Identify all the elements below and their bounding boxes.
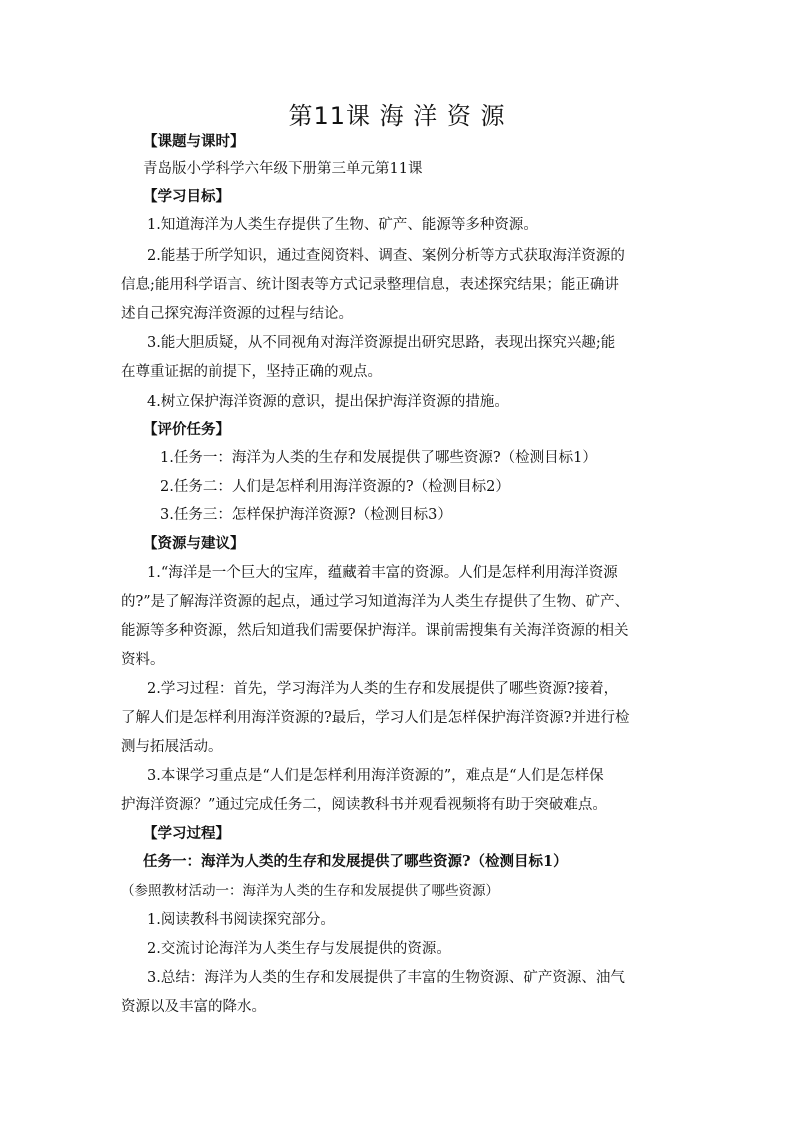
resource-1-line-1: 1.“海洋是一个巨大的宝库，蕴藏着丰富的资源。人们是怎样利用海洋资源 xyxy=(147,565,618,581)
resource-1-line-2: 的?”是了解海洋资源的起点，通过学习知道海洋为人类生存提供了生物、矿产、 xyxy=(121,594,630,610)
resource-3-line-2: 护海洋资源？”通过完成任务二，阅读教科书并观看视频将有助于突破难点。 xyxy=(121,797,607,813)
goal-3-line-1: 3.能大胆质疑，从不同视角对海洋资源提出研究思路，表现出探究兴趣;能 xyxy=(147,335,616,351)
resource-3-line-1: 3.本课学习重点是“人们是怎样利用海洋资源的”，难点是“人们是怎样保 xyxy=(147,768,604,784)
resource-2-line-2: 了解人们是怎样利用海洋资源的?最后，学习人们是怎样保护海洋资源?并进行检 xyxy=(121,710,630,726)
goal-3-line-2: 在尊重证据的前提下，坚持正确的观点。 xyxy=(121,364,382,380)
section-heading-process: 【学习过程】 xyxy=(143,825,230,842)
goal-2-line-1: 2.能基于所学知识，通过查阅资料、调查、案例分析等方式获取海洋资源的 xyxy=(147,248,625,264)
resource-2-line-1: 2.学习过程：首先，学习海洋为人类的生存和发展提供了哪些资源?接着， xyxy=(147,681,619,697)
section-heading-course: 【课题与课时】 xyxy=(143,133,245,150)
process-step-3-line-2: 资源以及丰富的降水。 xyxy=(121,999,266,1015)
course-info: 青岛版小学科学六年级下册第三单元第11课 xyxy=(143,161,423,177)
process-step-3-line-1: 3.总结：海洋为人类的生存和发展提供了丰富的生物资源、矿产资源、油气 xyxy=(147,970,625,986)
page-title: 第11课 海 洋 资 源 xyxy=(288,102,506,130)
resource-1-line-4: 资料。 xyxy=(121,652,165,668)
goal-2-line-2: 信息;能用科学语言、统计图表等方式记录整理信息，表述探究结果；能正确讲 xyxy=(121,277,619,293)
task-1: 1.任务一：海洋为人类的生存和发展提供了哪些资源?（检测目标1） xyxy=(160,450,597,466)
goal-2-line-3: 述自己探究海洋资源的过程与结论。 xyxy=(121,306,353,322)
task-3: 3.任务三：怎样保护海洋资源?（检测目标3） xyxy=(160,507,452,523)
resource-2-line-3: 测与拓展活动。 xyxy=(121,739,223,755)
goal-1: 1.知道海洋为人类生存提供了生物、矿产、能源等多种资源。 xyxy=(147,217,538,233)
section-heading-goals: 【学习目标】 xyxy=(143,188,230,205)
task-2: 2.任务二：人们是怎样利用海洋资源的?（检测目标2） xyxy=(160,479,510,495)
section-heading-resources: 【资源与建议】 xyxy=(143,535,245,552)
process-reference: （参照教材活动一：海洋为人类的生存和发展提供了哪些资源） xyxy=(121,883,499,899)
section-heading-tasks: 【评价任务】 xyxy=(143,421,230,438)
resource-1-line-3: 能源等多种资源，然后知道我们需要保护海洋。课前需搜集有关海洋资源的相关 xyxy=(121,623,629,639)
process-step-1: 1.阅读教科书阅读探究部分。 xyxy=(147,912,335,928)
goal-4: 4.树立保护海洋资源的意识，提出保护海洋资源的措施。 xyxy=(147,394,509,410)
process-step-2: 2.交流讨论海洋为人类生存与发展提供的资源。 xyxy=(147,941,451,957)
process-task-1: 任务一：海洋为人类的生存和发展提供了哪些资源?（检测目标1） xyxy=(143,853,568,870)
